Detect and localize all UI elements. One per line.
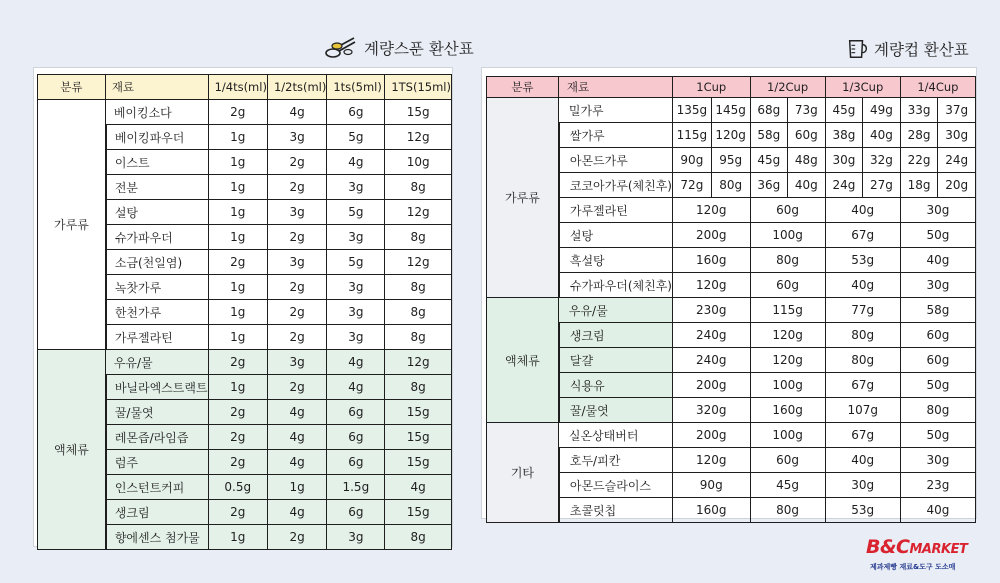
value-cell: 3g: [327, 175, 385, 200]
measuring-spoons-icon: [324, 36, 358, 60]
value-cell: 3g: [268, 350, 327, 375]
value-cell: 2g: [268, 225, 327, 250]
value-cell: 145g: [712, 98, 751, 123]
value-cell: 4g: [327, 375, 385, 400]
spoon-conversion-panel: [33, 67, 453, 547]
value-cell: 30g: [938, 123, 976, 148]
value-cell: 2g: [209, 500, 268, 525]
value-cell: 60g: [901, 348, 976, 373]
value-cell: 2g: [268, 175, 327, 200]
ingredient-cell: 흑설탕: [559, 248, 673, 273]
value-cell: 8g: [385, 175, 452, 200]
cup-row: [486, 448, 976, 473]
cup-row: [486, 173, 976, 198]
value-cell: 120g: [673, 448, 751, 473]
logo-tagline: 제과제빵 재료&도구 도소매: [870, 563, 956, 571]
value-cell: 8g: [385, 275, 452, 300]
header-third-cup: 1/3Cup: [826, 76, 901, 98]
value-cell: 37g: [938, 98, 976, 123]
value-cell: 32g: [863, 148, 901, 173]
cup-row: [486, 248, 976, 273]
value-cell: 60g: [788, 123, 826, 148]
cup-row: [486, 98, 976, 123]
header-ingredient: 재료: [106, 74, 209, 100]
value-cell: 100g: [751, 223, 826, 248]
ingredient-cell: 슈가파우더(체친후): [559, 273, 673, 298]
value-cell: 80g: [751, 248, 826, 273]
value-cell: 40g: [901, 498, 976, 523]
ingredient-cell: 아몬드가루: [559, 148, 673, 173]
value-cell: 50g: [901, 423, 976, 448]
ingredient-cell: 한천가루: [106, 300, 209, 325]
value-cell: 40g: [788, 173, 826, 198]
value-cell: 36g: [751, 173, 789, 198]
value-cell: 67g: [826, 423, 901, 448]
value-cell: 4g: [327, 150, 385, 175]
ingredient-cell: 설탕: [559, 223, 673, 248]
spoon-title-text: 계량스푼 환산표: [364, 40, 474, 58]
value-cell: 2g: [268, 150, 327, 175]
value-cell: 5g: [327, 200, 385, 225]
spoon-conversion-table: [37, 74, 452, 550]
cup-row: [486, 198, 976, 223]
value-cell: 1g: [209, 150, 268, 175]
value-cell: 80g: [901, 398, 976, 423]
ingredient-cell: 꿀/물엿: [106, 400, 209, 425]
value-cell: 200g: [673, 373, 751, 398]
value-cell: 6g: [327, 100, 385, 125]
value-cell: 3g: [327, 325, 385, 350]
value-cell: 12g: [385, 200, 452, 225]
ingredient-cell: 레몬즙/라임즙: [106, 425, 209, 450]
value-cell: 6g: [327, 500, 385, 525]
value-cell: 6g: [327, 450, 385, 475]
header-quarter-cup: 1/4Cup: [901, 76, 976, 98]
header-ingredient: 재료: [559, 76, 673, 98]
value-cell: 115g: [751, 298, 826, 323]
bc-market-logo: [866, 536, 982, 576]
ingredient-cell: 전분: [106, 175, 209, 200]
category-cell: 기타: [486, 423, 559, 523]
ingredient-cell: 쌀가루: [559, 123, 673, 148]
value-cell: 4g: [327, 350, 385, 375]
header-category: 분류: [486, 76, 559, 98]
value-cell: 2g: [209, 425, 268, 450]
value-cell: 24g: [826, 173, 864, 198]
value-cell: 28g: [901, 123, 939, 148]
value-cell: 58g: [751, 123, 789, 148]
value-cell: 27g: [863, 173, 901, 198]
ingredient-cell: 가루젤라틴: [106, 325, 209, 350]
value-cell: 22g: [901, 148, 939, 173]
value-cell: 23g: [901, 473, 976, 498]
value-cell: 45g: [751, 148, 789, 173]
value-cell: 115g: [673, 123, 712, 148]
value-cell: 200g: [673, 423, 751, 448]
spoon-header-row: [37, 74, 452, 100]
value-cell: 135g: [673, 98, 712, 123]
ingredient-cell: 아몬드슬라이스: [559, 473, 673, 498]
value-cell: 67g: [826, 373, 901, 398]
value-cell: 20g: [938, 173, 976, 198]
value-cell: 15g: [385, 100, 452, 125]
value-cell: 1g: [209, 175, 268, 200]
value-cell: 12g: [385, 250, 452, 275]
value-cell: 160g: [673, 248, 751, 273]
value-cell: 3g: [327, 275, 385, 300]
value-cell: 8g: [385, 300, 452, 325]
value-cell: 1g: [209, 200, 268, 225]
value-cell: 45g: [826, 98, 864, 123]
value-cell: 5g: [327, 250, 385, 275]
value-cell: 1g: [209, 300, 268, 325]
value-cell: 1.5g: [327, 475, 385, 500]
value-cell: 80g: [712, 173, 751, 198]
value-cell: 15g: [385, 425, 452, 450]
ingredient-cell: 베이킹소다: [106, 100, 209, 125]
value-cell: 1g: [268, 475, 327, 500]
ingredient-cell: 생크림: [559, 323, 673, 348]
spoon-table-title: [324, 36, 474, 60]
category-cell: 액체류: [37, 350, 106, 550]
ingredient-cell: 슈가파우더: [106, 225, 209, 250]
cup-row: [486, 273, 976, 298]
category-cell: 가루류: [486, 98, 559, 298]
value-cell: 2g: [209, 450, 268, 475]
value-cell: 8g: [385, 325, 452, 350]
ingredient-cell: 설탕: [106, 200, 209, 225]
ingredient-cell: 인스턴트커피: [106, 475, 209, 500]
value-cell: 40g: [826, 448, 901, 473]
spoon-row: [37, 100, 452, 125]
value-cell: 107g: [826, 398, 901, 423]
ingredient-cell: 생크림: [106, 500, 209, 525]
ingredient-cell: 향에센스 첨가물: [106, 525, 209, 550]
value-cell: 90g: [673, 473, 751, 498]
value-cell: 80g: [826, 348, 901, 373]
value-cell: 1g: [209, 125, 268, 150]
value-cell: 12g: [385, 125, 452, 150]
value-cell: 8g: [385, 525, 452, 550]
value-cell: 3g: [327, 300, 385, 325]
value-cell: 1g: [209, 325, 268, 350]
ingredient-cell: 우유/물: [106, 350, 209, 375]
value-cell: 2g: [209, 250, 268, 275]
cup-conversion-panel: [481, 67, 977, 519]
cup-row: [486, 473, 976, 498]
header-one-ts: 1ts(5ml): [327, 74, 385, 100]
value-cell: 40g: [863, 123, 901, 148]
value-cell: 160g: [751, 398, 826, 423]
value-cell: 77g: [826, 298, 901, 323]
value-cell: 15g: [385, 500, 452, 525]
ingredient-cell: 바닐라엑스트랙트: [106, 375, 209, 400]
ingredient-cell: 실온상태버터: [559, 423, 673, 448]
value-cell: 5g: [327, 125, 385, 150]
value-cell: 4g: [268, 425, 327, 450]
value-cell: 53g: [826, 498, 901, 523]
value-cell: 3g: [327, 225, 385, 250]
ingredient-cell: 럼주: [106, 450, 209, 475]
value-cell: 68g: [751, 98, 789, 123]
category-cell: 가루류: [37, 100, 106, 350]
value-cell: 2g: [268, 300, 327, 325]
value-cell: 49g: [863, 98, 901, 123]
ingredient-cell: 녹찻가루: [106, 275, 209, 300]
header-one-cup: 1Cup: [673, 76, 751, 98]
value-cell: 30g: [901, 198, 976, 223]
value-cell: 6g: [327, 400, 385, 425]
value-cell: 53g: [826, 248, 901, 273]
value-cell: 230g: [673, 298, 751, 323]
value-cell: 8g: [385, 375, 452, 400]
cup-row: [486, 348, 976, 373]
value-cell: 30g: [901, 273, 976, 298]
header-quarter-ts: 1/4ts(ml): [209, 74, 268, 100]
ingredient-cell: 코코아가루(체친후): [559, 173, 673, 198]
value-cell: 4g: [268, 400, 327, 425]
ingredient-cell: 초콜릿칩: [559, 498, 673, 523]
value-cell: 60g: [901, 323, 976, 348]
cup-row: [486, 373, 976, 398]
value-cell: 67g: [826, 223, 901, 248]
value-cell: 2g: [268, 375, 327, 400]
value-cell: 120g: [751, 348, 826, 373]
spoon-row: [37, 350, 452, 375]
value-cell: 3g: [268, 250, 327, 275]
value-cell: 12g: [385, 350, 452, 375]
cup-row: [486, 323, 976, 348]
value-cell: 2g: [209, 100, 268, 125]
value-cell: 58g: [901, 298, 976, 323]
value-cell: 2g: [209, 350, 268, 375]
value-cell: 50g: [901, 373, 976, 398]
logo-brand: B&CMARKET: [866, 536, 968, 558]
category-cell: 액체류: [486, 298, 559, 423]
value-cell: 240g: [673, 323, 751, 348]
ingredient-cell: 꿀/물엿: [559, 398, 673, 423]
value-cell: 1g: [209, 225, 268, 250]
ingredient-cell: 소금(천일염): [106, 250, 209, 275]
value-cell: 10g: [385, 150, 452, 175]
ingredient-cell: 달걀: [559, 348, 673, 373]
value-cell: 1g: [209, 375, 268, 400]
value-cell: 40g: [826, 198, 901, 223]
value-cell: 3g: [268, 125, 327, 150]
cup-title-text: 계량컵 환산표: [874, 41, 969, 59]
cup-row: [486, 123, 976, 148]
measuring-cup-icon: [846, 38, 868, 60]
cup-row: [486, 398, 976, 423]
value-cell: 40g: [826, 273, 901, 298]
header-one-tbs: 1TS(15ml): [385, 74, 452, 100]
ingredient-cell: 우유/물: [559, 298, 673, 323]
value-cell: 48g: [788, 148, 826, 173]
header-half-cup: 1/2Cup: [751, 76, 826, 98]
value-cell: 6g: [327, 425, 385, 450]
value-cell: 24g: [938, 148, 976, 173]
value-cell: 60g: [751, 273, 826, 298]
value-cell: 30g: [826, 473, 901, 498]
value-cell: 8g: [385, 225, 452, 250]
value-cell: 50g: [901, 223, 976, 248]
cup-header-row: [486, 76, 976, 98]
value-cell: 160g: [673, 498, 751, 523]
value-cell: 72g: [673, 173, 712, 198]
value-cell: 3g: [268, 200, 327, 225]
value-cell: 1g: [209, 275, 268, 300]
value-cell: 2g: [209, 400, 268, 425]
value-cell: 60g: [751, 448, 826, 473]
cup-conversion-table: [486, 76, 976, 523]
value-cell: 4g: [268, 450, 327, 475]
value-cell: 90g: [673, 148, 712, 173]
cup-row: [486, 498, 976, 523]
value-cell: 30g: [901, 448, 976, 473]
header-category: 분류: [37, 74, 106, 100]
ingredient-cell: 밀가루: [559, 98, 673, 123]
value-cell: 4g: [268, 100, 327, 125]
value-cell: 4g: [268, 500, 327, 525]
value-cell: 18g: [901, 173, 939, 198]
value-cell: 1g: [209, 525, 268, 550]
cup-row: [486, 423, 976, 448]
value-cell: 15g: [385, 450, 452, 475]
value-cell: 38g: [826, 123, 864, 148]
value-cell: 120g: [712, 123, 751, 148]
value-cell: 3g: [327, 525, 385, 550]
ingredient-cell: 식용유: [559, 373, 673, 398]
value-cell: 2g: [268, 525, 327, 550]
ingredient-cell: 가루젤라틴: [559, 198, 673, 223]
value-cell: 15g: [385, 400, 452, 425]
cup-row: [486, 223, 976, 248]
value-cell: 30g: [826, 148, 864, 173]
value-cell: 240g: [673, 348, 751, 373]
value-cell: 45g: [751, 473, 826, 498]
value-cell: 120g: [673, 198, 751, 223]
value-cell: 120g: [751, 323, 826, 348]
ingredient-cell: 호두/피칸: [559, 448, 673, 473]
value-cell: 200g: [673, 223, 751, 248]
cup-row: [486, 148, 976, 173]
ingredient-cell: 베이킹파우더: [106, 125, 209, 150]
header-half-ts: 1/2ts(ml): [268, 74, 327, 100]
value-cell: 4g: [385, 475, 452, 500]
value-cell: 100g: [751, 373, 826, 398]
cup-table-title: [846, 38, 969, 60]
value-cell: 80g: [826, 323, 901, 348]
value-cell: 95g: [712, 148, 751, 173]
value-cell: 120g: [673, 273, 751, 298]
value-cell: 320g: [673, 398, 751, 423]
ingredient-cell: 이스트: [106, 150, 209, 175]
value-cell: 80g: [751, 498, 826, 523]
value-cell: 40g: [901, 248, 976, 273]
value-cell: 60g: [751, 198, 826, 223]
value-cell: 33g: [901, 98, 939, 123]
value-cell: 0.5g: [209, 475, 268, 500]
value-cell: 100g: [751, 423, 826, 448]
cup-row: [486, 298, 976, 323]
value-cell: 2g: [268, 325, 327, 350]
value-cell: 73g: [788, 98, 826, 123]
value-cell: 2g: [268, 275, 327, 300]
